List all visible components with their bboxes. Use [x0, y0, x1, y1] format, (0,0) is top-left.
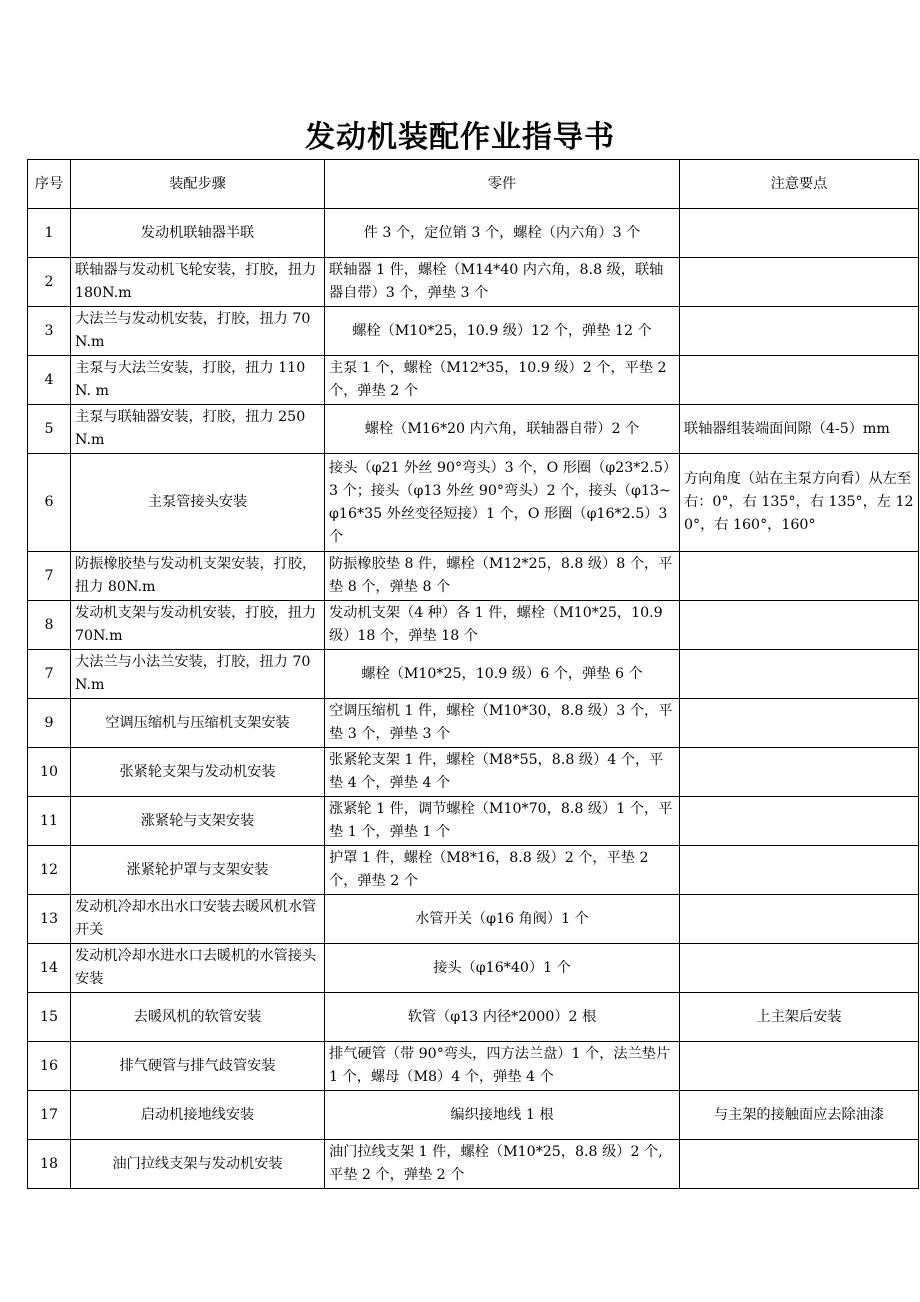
cell-no: 7 — [28, 552, 71, 601]
cell-no: 1 — [28, 209, 71, 258]
cell-parts: 防振橡胶垫 8 件，螺栓（M12*25，8.8 级）8 个，平垫 8 个，弹垫 8 个 — [325, 552, 680, 601]
cell-no: 15 — [28, 993, 71, 1042]
cell-step: 主泵与大法兰安装，打胶，扭力 110N. m — [71, 356, 325, 405]
cell-notes: 与主架的接触面应去除油漆 — [680, 1091, 919, 1140]
cell-no: 9 — [28, 699, 71, 748]
cell-no: 6 — [28, 454, 71, 552]
table-row — [28, 601, 919, 650]
cell-step: 大法兰与发动机安装，打胶，扭力 70N.m — [71, 307, 325, 356]
table-row — [28, 356, 919, 405]
cell-notes — [680, 650, 919, 699]
cell-notes — [680, 797, 919, 846]
header-step: 装配步骤 — [71, 160, 325, 209]
cell-parts: 螺栓（M10*25，10.9 级）6 个，弹垫 6 个 — [325, 650, 680, 699]
header-notes: 注意要点 — [680, 160, 919, 209]
table-row — [28, 209, 919, 258]
table-row — [28, 405, 919, 454]
cell-notes: 方向角度（站在主泵方向看）从左至右：0°，右 135°，右 135°，左 120°，右 160°，160° — [680, 454, 919, 552]
table-row — [28, 307, 919, 356]
cell-notes: 上主架后安装 — [680, 993, 919, 1042]
cell-parts: 软管（φ13 内径*2000）2 根 — [325, 993, 680, 1042]
cell-no: 17 — [28, 1091, 71, 1140]
cell-notes — [680, 895, 919, 944]
cell-step: 发动机冷却水进水口去暖机的水管接头安装 — [71, 944, 325, 993]
cell-step: 发动机冷却水出水口安装去暖风机水管开关 — [71, 895, 325, 944]
cell-parts: 螺栓（M10*25，10.9 级）12 个，弹垫 12 个 — [325, 307, 680, 356]
table-row — [28, 846, 919, 895]
cell-no: 11 — [28, 797, 71, 846]
cell-no: 12 — [28, 846, 71, 895]
cell-no: 8 — [28, 601, 71, 650]
cell-notes — [680, 748, 919, 797]
cell-parts: 编织接地线 1 根 — [325, 1091, 680, 1140]
cell-no: 2 — [28, 258, 71, 307]
cell-step: 联轴器与发动机飞轮安装，打胶，扭力 180N.m — [71, 258, 325, 307]
cell-parts: 螺栓（M16*20 内六角，联轴器自带）2 个 — [325, 405, 680, 454]
cell-no: 14 — [28, 944, 71, 993]
cell-notes — [680, 209, 919, 258]
cell-parts: 发动机支架（4 种）各 1 件，螺栓（M10*25，10.9 级）18 个，弹垫 18 个 — [325, 601, 680, 650]
cell-no: 5 — [28, 405, 71, 454]
table-row — [28, 1042, 919, 1091]
cell-parts: 张紧轮支架 1 件，螺栓（M8*55，8.8 级）4 个，平垫 4 个，弹垫 4 个 — [325, 748, 680, 797]
cell-step: 主泵管接头安装 — [71, 454, 325, 552]
cell-no: 3 — [28, 307, 71, 356]
cell-notes — [680, 258, 919, 307]
cell-step: 启动机接地线安装 — [71, 1091, 325, 1140]
cell-notes — [680, 1042, 919, 1091]
cell-no: 10 — [28, 748, 71, 797]
table-row — [28, 454, 919, 552]
cell-parts: 件 3 个，定位销 3 个，螺栓（内六角）3 个 — [325, 209, 680, 258]
cell-notes: 联轴器组装端面间隙（4-5）mm — [680, 405, 919, 454]
table-row — [28, 993, 919, 1042]
table-row — [28, 1091, 919, 1140]
cell-parts: 水管开关（φ16 角阀）1 个 — [325, 895, 680, 944]
cell-notes — [680, 944, 919, 993]
table-body — [28, 209, 919, 1189]
cell-notes — [680, 1140, 919, 1189]
table-row — [28, 748, 919, 797]
cell-step: 张紧轮支架与发动机安装 — [71, 748, 325, 797]
table-header-row — [28, 160, 919, 209]
cell-parts: 油门拉线支架 1 件，螺栓（M10*25，8.8 级）2 个,平垫 2 个，弹垫 2 个 — [325, 1140, 680, 1189]
cell-notes — [680, 601, 919, 650]
cell-parts: 接头（φ16*40）1 个 — [325, 944, 680, 993]
cell-parts: 接头（φ21 外丝 90°弯头）3 个，O 形圈（φ23*2.5）3 个；接头（φ13 外丝 90°弯头）2 个，接头（φ13~φ16*35 外丝变径短接）1 个，O 形圈（φ16*2.5）3 个 — [325, 454, 680, 552]
cell-notes — [680, 356, 919, 405]
cell-step: 防振橡胶垫与发动机支架安装，打胶，扭力 80N.m — [71, 552, 325, 601]
cell-step: 排气硬管与排气歧管安装 — [71, 1042, 325, 1091]
cell-step: 涨紧轮护罩与支架安装 — [71, 846, 325, 895]
cell-step: 去暖风机的软管安装 — [71, 993, 325, 1042]
cell-step: 空调压缩机与压缩机支架安装 — [71, 699, 325, 748]
table-row — [28, 895, 919, 944]
cell-parts: 主泵 1 个，螺栓（M12*35，10.9 级）2 个，平垫 2 个，弹垫 2 个 — [325, 356, 680, 405]
cell-no: 13 — [28, 895, 71, 944]
cell-parts: 排气硬管（带 90°弯头，四方法兰盘）1 个，法兰垫片 1 个，螺母（M8）4 个，弹垫 4 个 — [325, 1042, 680, 1091]
cell-no: 7 — [28, 650, 71, 699]
cell-parts: 空调压缩机 1 件，螺栓（M10*30，8.8 级）3 个，平垫 3 个，弹垫 3 个 — [325, 699, 680, 748]
cell-step: 发动机联轴器半联 — [71, 209, 325, 258]
cell-no: 18 — [28, 1140, 71, 1189]
cell-parts: 联轴器 1 件，螺栓（M14*40 内六角，8.8 级，联轴器自带）3 个，弹垫 3 个 — [325, 258, 680, 307]
cell-notes — [680, 552, 919, 601]
cell-parts: 护罩 1 件，螺栓（M8*16，8.8 级）2 个，平垫 2 个，弹垫 2 个 — [325, 846, 680, 895]
cell-no: 16 — [28, 1042, 71, 1091]
header-parts: 零件 — [325, 160, 680, 209]
cell-parts: 涨紧轮 1 件，调节螺栓（M10*70，8.8 级）1 个，平垫 1 个，弹垫 1 个 — [325, 797, 680, 846]
cell-step: 发动机支架与发动机安装，打胶，扭力 70N.m — [71, 601, 325, 650]
cell-notes — [680, 846, 919, 895]
cell-notes — [680, 699, 919, 748]
cell-step: 主泵与联轴器安装，打胶，扭力 250N.m — [71, 405, 325, 454]
cell-step: 大法兰与小法兰安装，打胶，扭力 70N.m — [71, 650, 325, 699]
assembly-steps-table — [27, 159, 919, 1189]
cell-notes — [680, 307, 919, 356]
cell-step: 涨紧轮与支架安装 — [71, 797, 325, 846]
table-row — [28, 552, 919, 601]
cell-step: 油门拉线支架与发动机安装 — [71, 1140, 325, 1189]
table-row — [28, 797, 919, 846]
table-row — [28, 258, 919, 307]
table-row — [28, 944, 919, 993]
document-title: 发动机装配作业指导书 — [305, 120, 615, 155]
table-row — [28, 699, 919, 748]
table-row — [28, 1140, 919, 1189]
header-no: 序号 — [28, 160, 71, 209]
table-row — [28, 650, 919, 699]
cell-no: 4 — [28, 356, 71, 405]
